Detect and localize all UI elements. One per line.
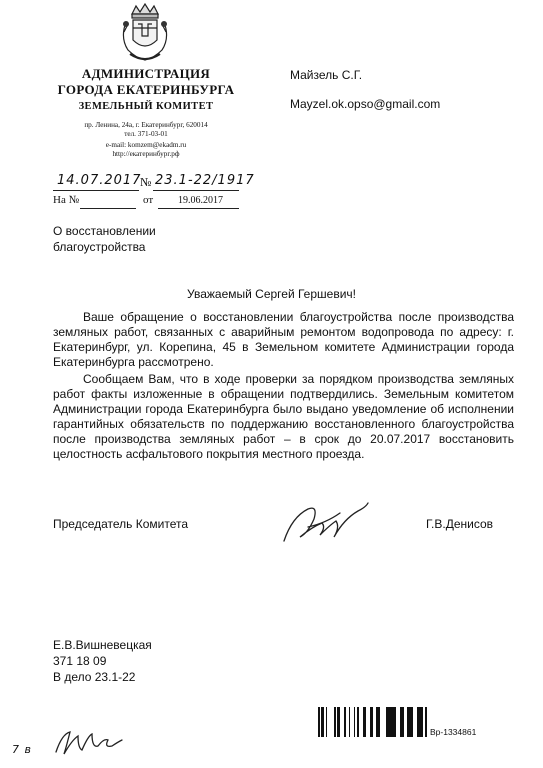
signature-image: [278, 497, 374, 549]
from-label: от: [143, 194, 154, 206]
ref-date-underline: [158, 208, 239, 209]
document-barcode: [318, 707, 430, 737]
org-website[interactable]: http://екатеринбург.рф: [112, 150, 180, 158]
subject-line1: О восстановлении: [53, 224, 156, 238]
executor-name: Е.В.Вишневецкая: [53, 638, 152, 652]
outgoing-date-handwritten: 14.07.2017: [57, 173, 142, 188]
org-email[interactable]: e-mail: komzem@ekadm.ru: [105, 141, 187, 149]
reference-date: 19.06.2017: [178, 195, 223, 206]
org-name-line2: ГОРОДА ЕКАТЕРИНБУРГА: [57, 82, 235, 97]
executor-phone: 371 18 09: [53, 654, 107, 668]
paragraph-1: Ваше обращение о восстановлении благоустройства после производства земляных работ, связанных с аварийным ремонтом водопровода по адресу: г. Екатеринбург, ул. Корепина, 45 в Земельном комитете Администрации города Екатеринбурга рассмотрено.: [53, 310, 514, 369]
outgoing-number-handwritten: 23.1-22/1917: [155, 173, 255, 188]
coat-of-arms-emblem: [118, 2, 172, 64]
subject-line2: благоустройства: [53, 240, 146, 254]
file-note: В дело 23.1-22: [53, 670, 136, 684]
barcode-number: Вр-1334861: [430, 727, 477, 737]
date-underline: [53, 190, 139, 191]
number-underline: [153, 190, 239, 191]
recipient-name: Майзель С.Г.: [290, 68, 363, 82]
org-phone: тел. 371-03-01: [124, 130, 168, 138]
handwritten-mark: 7 в: [12, 743, 32, 756]
greeting: Уважаемый Сергей Гершевич!: [187, 287, 356, 301]
initials-signature: [52, 726, 126, 758]
paragraph-2: Сообщаем Вам, что в ходе проверки за порядком производства земляных работ факты изложенные в обращении подтвердились. Земельным комитетом Администрации города Екатеринбурга было выдано уведомление об исполнении гарантийных обязательств по поддержанию восстановленного благоустройства после производства земляных работ – в срок до 20.07.2017 восстановить целостность асфальтового покрытия местного проезда.: [53, 372, 514, 461]
recipient-email[interactable]: Mayzel.ok.opso@gmail.com: [290, 97, 441, 111]
signatory-position: Председатель Комитета: [53, 517, 189, 531]
signatory-name: Г.В.Денисов: [426, 517, 494, 531]
department-name: ЗЕМЕЛЬНЫЙ КОМИТЕТ: [78, 101, 214, 112]
org-name-line1: АДМИНИСТРАЦИЯ: [81, 66, 211, 81]
ref-number-underline: [80, 208, 136, 209]
number-label: №: [140, 175, 152, 189]
org-address: пр. Ленина, 24а, г. Екатеринбург, 620014: [84, 121, 208, 129]
reference-label: На №: [53, 194, 80, 206]
